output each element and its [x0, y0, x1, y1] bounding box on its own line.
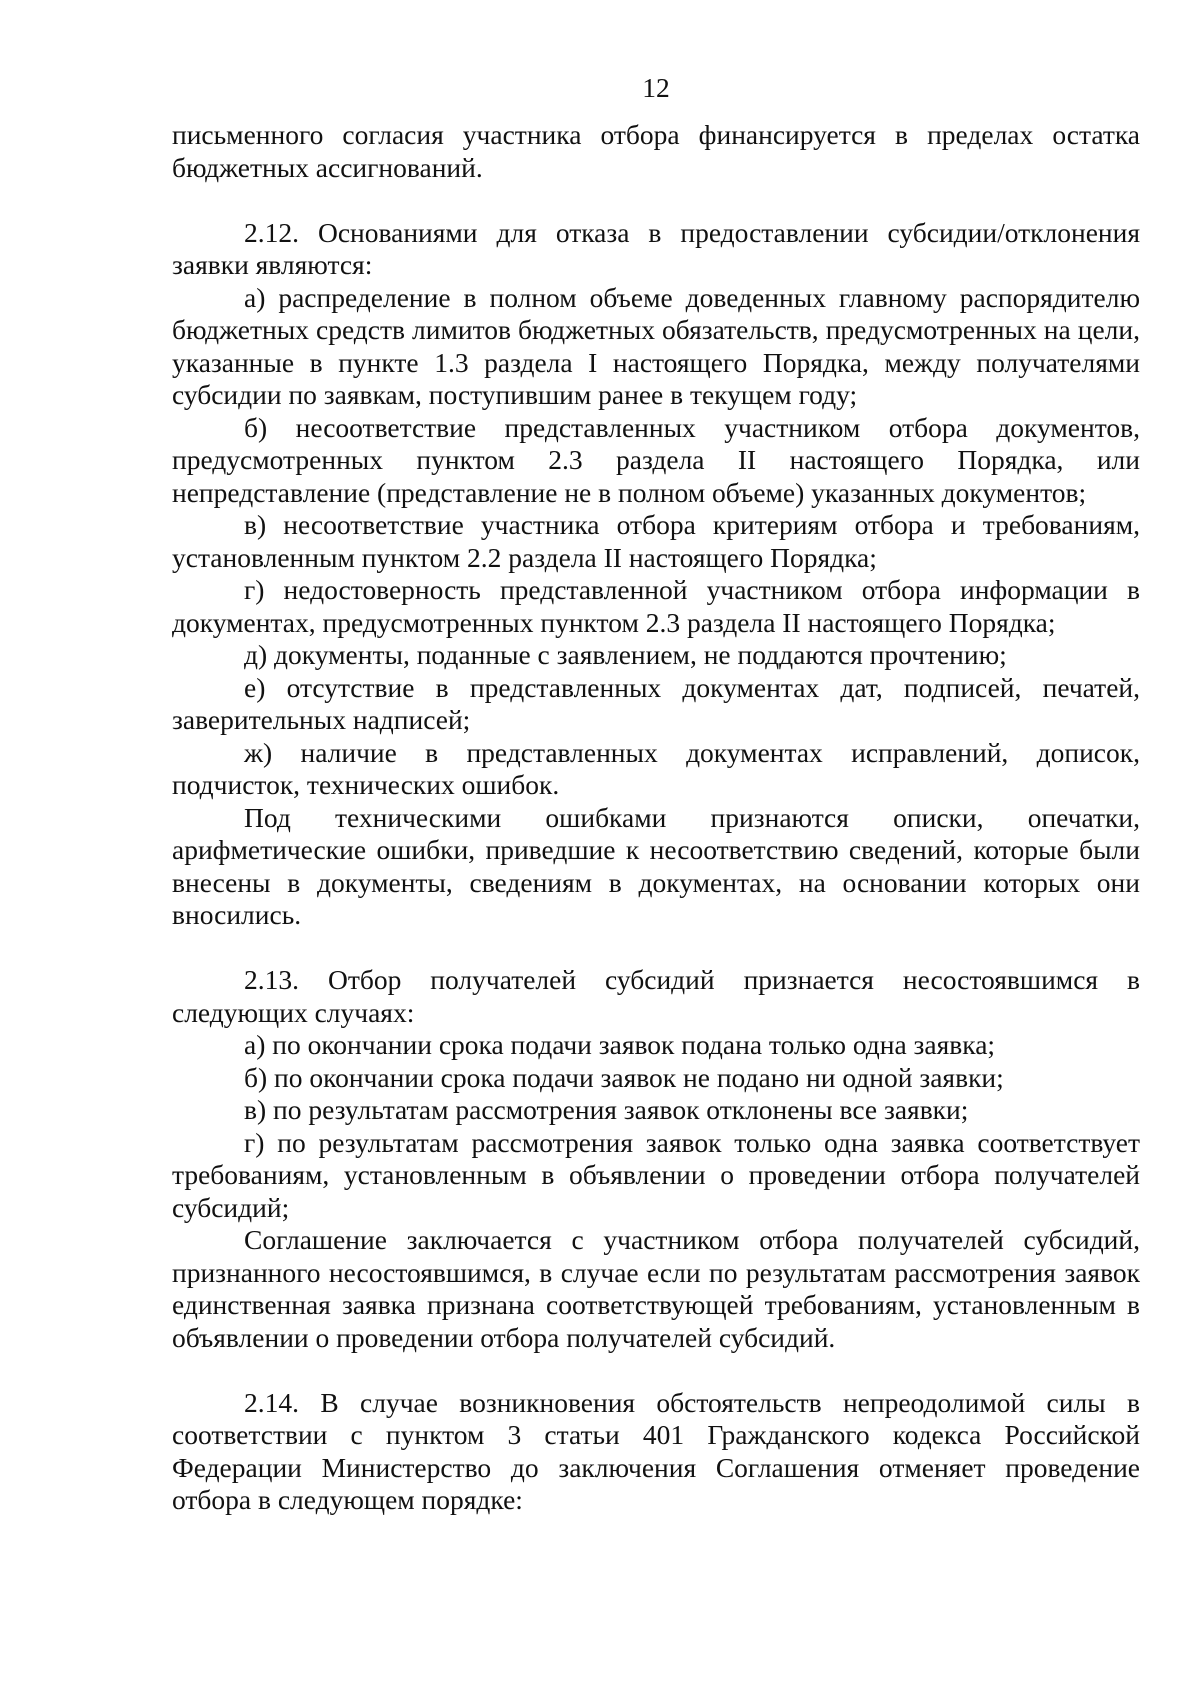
paragraph-continuation: письменного согласия участника отбора финансируется в пределах остатка бюджетных ассигнований. — [172, 119, 1140, 183]
page-number: 12 — [642, 72, 670, 103]
paragraph-2-12-heading: 2.12. Основаниями для отказа в предоставлении субсидии/отклонения заявки являются: — [172, 216, 1140, 280]
list-item-b: б) несоответствие представленных участником отбора документов, предусмотренных пунктом 2.3 раздела II настоящего Порядка, или непредставление (представление не в полном объеме) указанных документов; — [172, 411, 1140, 508]
section-gap — [172, 932, 1140, 965]
list-item-v: в) по результатам рассмотрения заявок отклонены все заявки; — [244, 1094, 969, 1125]
paragraph-2-14-heading: 2.14. В случае возникновения обстоятельств непреодолимой силы в соответствии с пунктом 3 статьи 401 Гражданского кодекса Российской Федерации Министерство до заключения Соглашения отменяет проведение отбора в следующем порядке: — [172, 1386, 1140, 1515]
list-item-v: в) несоответствие участника отбора критериям отбора и требованиям, установленным пунктом 2.2 раздела II настоящего Порядка; — [172, 509, 1140, 573]
list-item-a: а) по окончании срока подачи заявок подана только одна заявка; — [244, 1029, 996, 1060]
list-item-g: г) недостоверность представленной участником отбора информации в документах, предусмотренных пунктом 2.3 раздела II настоящего Порядка; — [172, 574, 1140, 638]
section-gap — [172, 1354, 1140, 1387]
paragraph-agreement: Соглашение заключается с участником отбора получателей субсидий, признанного несостоявшимся, в случае если по результатам рассмотрения заявок единственная заявка признана соответствующей требованиям, установленным в объявлении о проведении отбора получателей субсидий. — [172, 1224, 1140, 1353]
list-item-a: а) распределение в полном объеме доведенных главному распорядителю бюджетных средств лимитов бюджетных обязательств, предусмотренных на цели, указанные в пункте 1.3 раздела I настоящего Порядка, между получателями субсидии по заявкам, поступившим ранее в текущем году; — [172, 281, 1140, 410]
section-gap — [172, 184, 1140, 217]
list-item-d: д) документы, поданные с заявлением, не поддаются прочтению; — [244, 639, 1007, 670]
list-item-e: е) отсутствие в представленных документах дат, подписей, печатей, заверительных надписей; — [172, 671, 1140, 735]
list-item-g: г) по результатам рассмотрения заявок только одна заявка соответствует требованиям, установленным в объявлении о проведении отбора получателей субсидий; — [172, 1126, 1140, 1223]
document-body — [172, 119, 1140, 1517]
list-item-zh: ж) наличие в представленных документах исправлений, дописок, подчисток, технических ошибок. — [172, 736, 1140, 800]
paragraph-technical-errors: Под техническими ошибками признаются описки, опечатки, арифметические ошибки, приведшие к несоответствию сведений, которые были внесены в документы, сведениям в документах, на основании которых они вносились. — [172, 801, 1140, 930]
list-item-b: б) по окончании срока подачи заявок не подано ни одной заявки; — [244, 1061, 1004, 1093]
paragraph-2-13-heading: 2.13. Отбор получателей субсидий признается несостоявшимся в следующих случаях: — [172, 964, 1140, 1028]
